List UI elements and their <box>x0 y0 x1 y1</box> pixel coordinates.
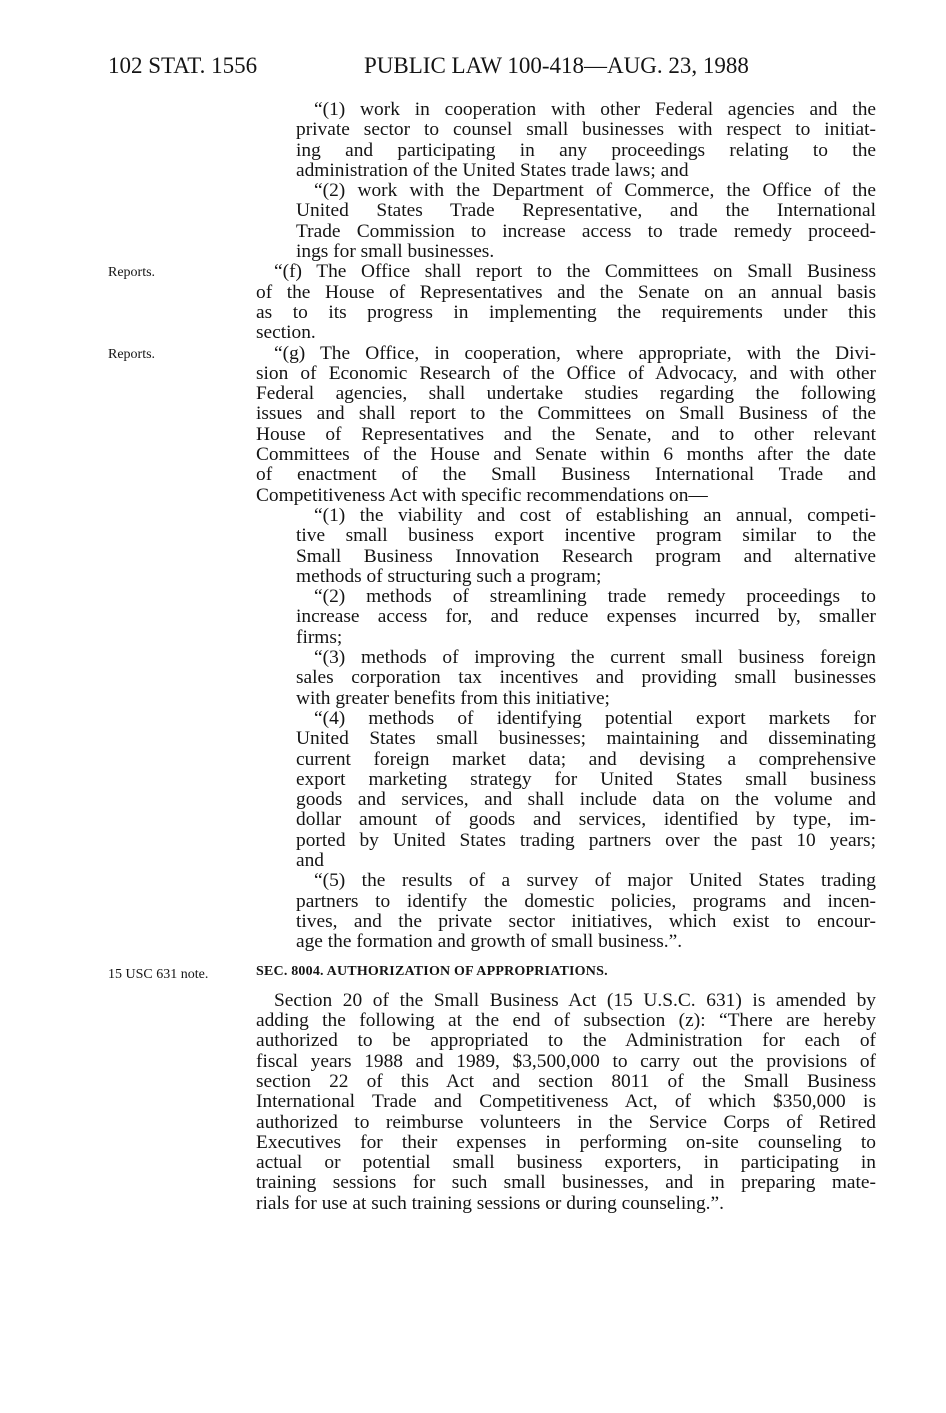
page-stat-reference: 102 STAT. 1556 <box>108 53 258 78</box>
text-line: with greater benefits from this initiative; <box>296 687 610 709</box>
paragraph-g3 <box>256 648 876 709</box>
text-line: “(f) The Office shall report to the Committees on Small Business <box>274 261 876 283</box>
text-line: authorized to be appropriated to the Administration for each of <box>256 1030 876 1052</box>
text-line: training sessions for such small businesses, and in preparing mate- <box>256 1172 876 1194</box>
text-line: administration of the United States trade laws; and <box>296 159 689 181</box>
text-line: Trade Commission to increase access to trade remedy proceed- <box>296 220 876 242</box>
text-line: dollar amount of goods and services, identified by type, im- <box>296 809 876 831</box>
text-line: private sector to counsel small businesses with respect to initiat- <box>296 119 876 141</box>
paragraph-e1 <box>256 100 876 181</box>
text-line: tives, and the private sector initiatives, which exist to encour- <box>296 910 876 932</box>
text-line: authorized to reimburse volunteers in the Service Corps of Retired <box>256 1111 876 1133</box>
text-line: and <box>296 849 324 871</box>
text-line: “(3) methods of improving the current small business foreign <box>314 647 876 669</box>
text-line: ings for small businesses. <box>296 241 495 263</box>
text-line: of the House of Representatives and the Senate on an annual basis <box>256 281 876 303</box>
text-line: fiscal years 1988 and 1989, $3,500,000 to carry out the provisions of <box>256 1050 876 1072</box>
text-line: sion of Economic Research of the Office of Advocacy, and with other <box>256 362 876 384</box>
text-line: age the formation and growth of small business.”. <box>296 931 683 953</box>
text-line: International Trade and Competitiveness Act, of which $350,000 is <box>256 1091 876 1113</box>
document-body <box>256 100 876 1214</box>
text-line: Small Business Innovation Research program and alternative <box>296 545 876 567</box>
paragraph-section-8004 <box>256 991 876 1214</box>
text-line: Federal agencies, shall undertake studies regarding the following <box>256 383 876 405</box>
section-heading: SEC. 8004. AUTHORIZATION OF APPROPRIATIONS. <box>256 964 608 980</box>
text-line: as to its progress in implementing the requirements under this <box>256 301 876 323</box>
text-line: rials for use at such training sessions or during counseling.”. <box>256 1192 724 1214</box>
text-line: section 22 of this Act and section 8011 of the Small Business <box>256 1070 876 1092</box>
paragraph-g1 <box>256 506 876 587</box>
text-line: methods of structuring such a program; <box>296 565 602 587</box>
text-line: Competitiveness Act with specific recommendations on— <box>256 484 708 506</box>
text-line: sales corporation tax incentives and providing small businesses <box>296 667 876 689</box>
text-line: “(2) work with the Department of Commerce, the Office of the <box>314 180 876 202</box>
text-line: Committees of the House and Senate within 6 months after the date <box>256 444 876 466</box>
text-line: “(4) methods of identifying potential export markets for <box>314 707 876 729</box>
paragraph-g <box>256 344 876 506</box>
text-line: United States small businesses; maintaining and disseminating <box>296 728 876 750</box>
public-law-title: PUBLIC LAW 100-418—AUG. 23, 1988 <box>364 53 749 78</box>
text-line: actual or potential small business exporters, in participating in <box>256 1152 876 1174</box>
text-line: firms; <box>296 626 343 648</box>
text-line: Section 20 of the Small Business Act (15 U.S.C. 631) is amended by <box>274 989 876 1011</box>
text-line: “(g) The Office, in cooperation, where appropriate, with the Divi- <box>274 342 876 364</box>
margin-note-reports-g: Reports. <box>108 347 156 362</box>
text-line: House of Representatives and the Senate, and to other relevant <box>256 423 876 445</box>
text-line: increase access for, and reduce expenses incurred by, smaller <box>296 606 876 628</box>
text-line: United States Trade Representative, and the International <box>296 200 876 222</box>
paragraph-g5 <box>256 871 876 952</box>
text-line: ing and participating in any proceedings relating to the <box>296 139 876 161</box>
text-line: “(2) methods of streamlining trade remedy proceedings to <box>314 586 876 608</box>
paragraph-g4 <box>256 709 876 871</box>
text-line: partners to identify the domestic policies, programs and incen- <box>296 890 876 912</box>
text-line: ported by United States trading partners over the past 10 years; <box>296 829 876 851</box>
text-line: section. <box>256 322 316 344</box>
text-line: goods and services, and shall include data on the volume and <box>296 789 876 811</box>
margin-note-reports-f: Reports. <box>108 265 156 280</box>
paragraph-g2 <box>256 587 876 648</box>
text-line: of enactment of the Small Business International Trade and <box>256 464 876 486</box>
margin-note-usc: 15 USC 631 note. <box>108 967 209 982</box>
text-line: adding the following at the end of subsection (z): “There are hereby <box>256 1010 876 1032</box>
text-line: current foreign market data; and devising a comprehensive <box>296 748 876 770</box>
text-line: export marketing strategy for United States small business <box>296 768 876 790</box>
paragraph-f <box>256 262 876 343</box>
text-line: Executives for their expenses in performing on-site counseling to <box>256 1131 876 1153</box>
paragraph-e2 <box>256 181 876 262</box>
text-line: “(5) the results of a survey of major United States trading <box>314 870 876 892</box>
text-line: “(1) work in cooperation with other Federal agencies and the <box>314 99 876 120</box>
text-line: issues and shall report to the Committees on Small Business of the <box>256 403 876 425</box>
text-line: “(1) the viability and cost of establishing an annual, competi- <box>314 504 876 526</box>
text-line: tive small business export incentive program similar to the <box>296 525 876 547</box>
